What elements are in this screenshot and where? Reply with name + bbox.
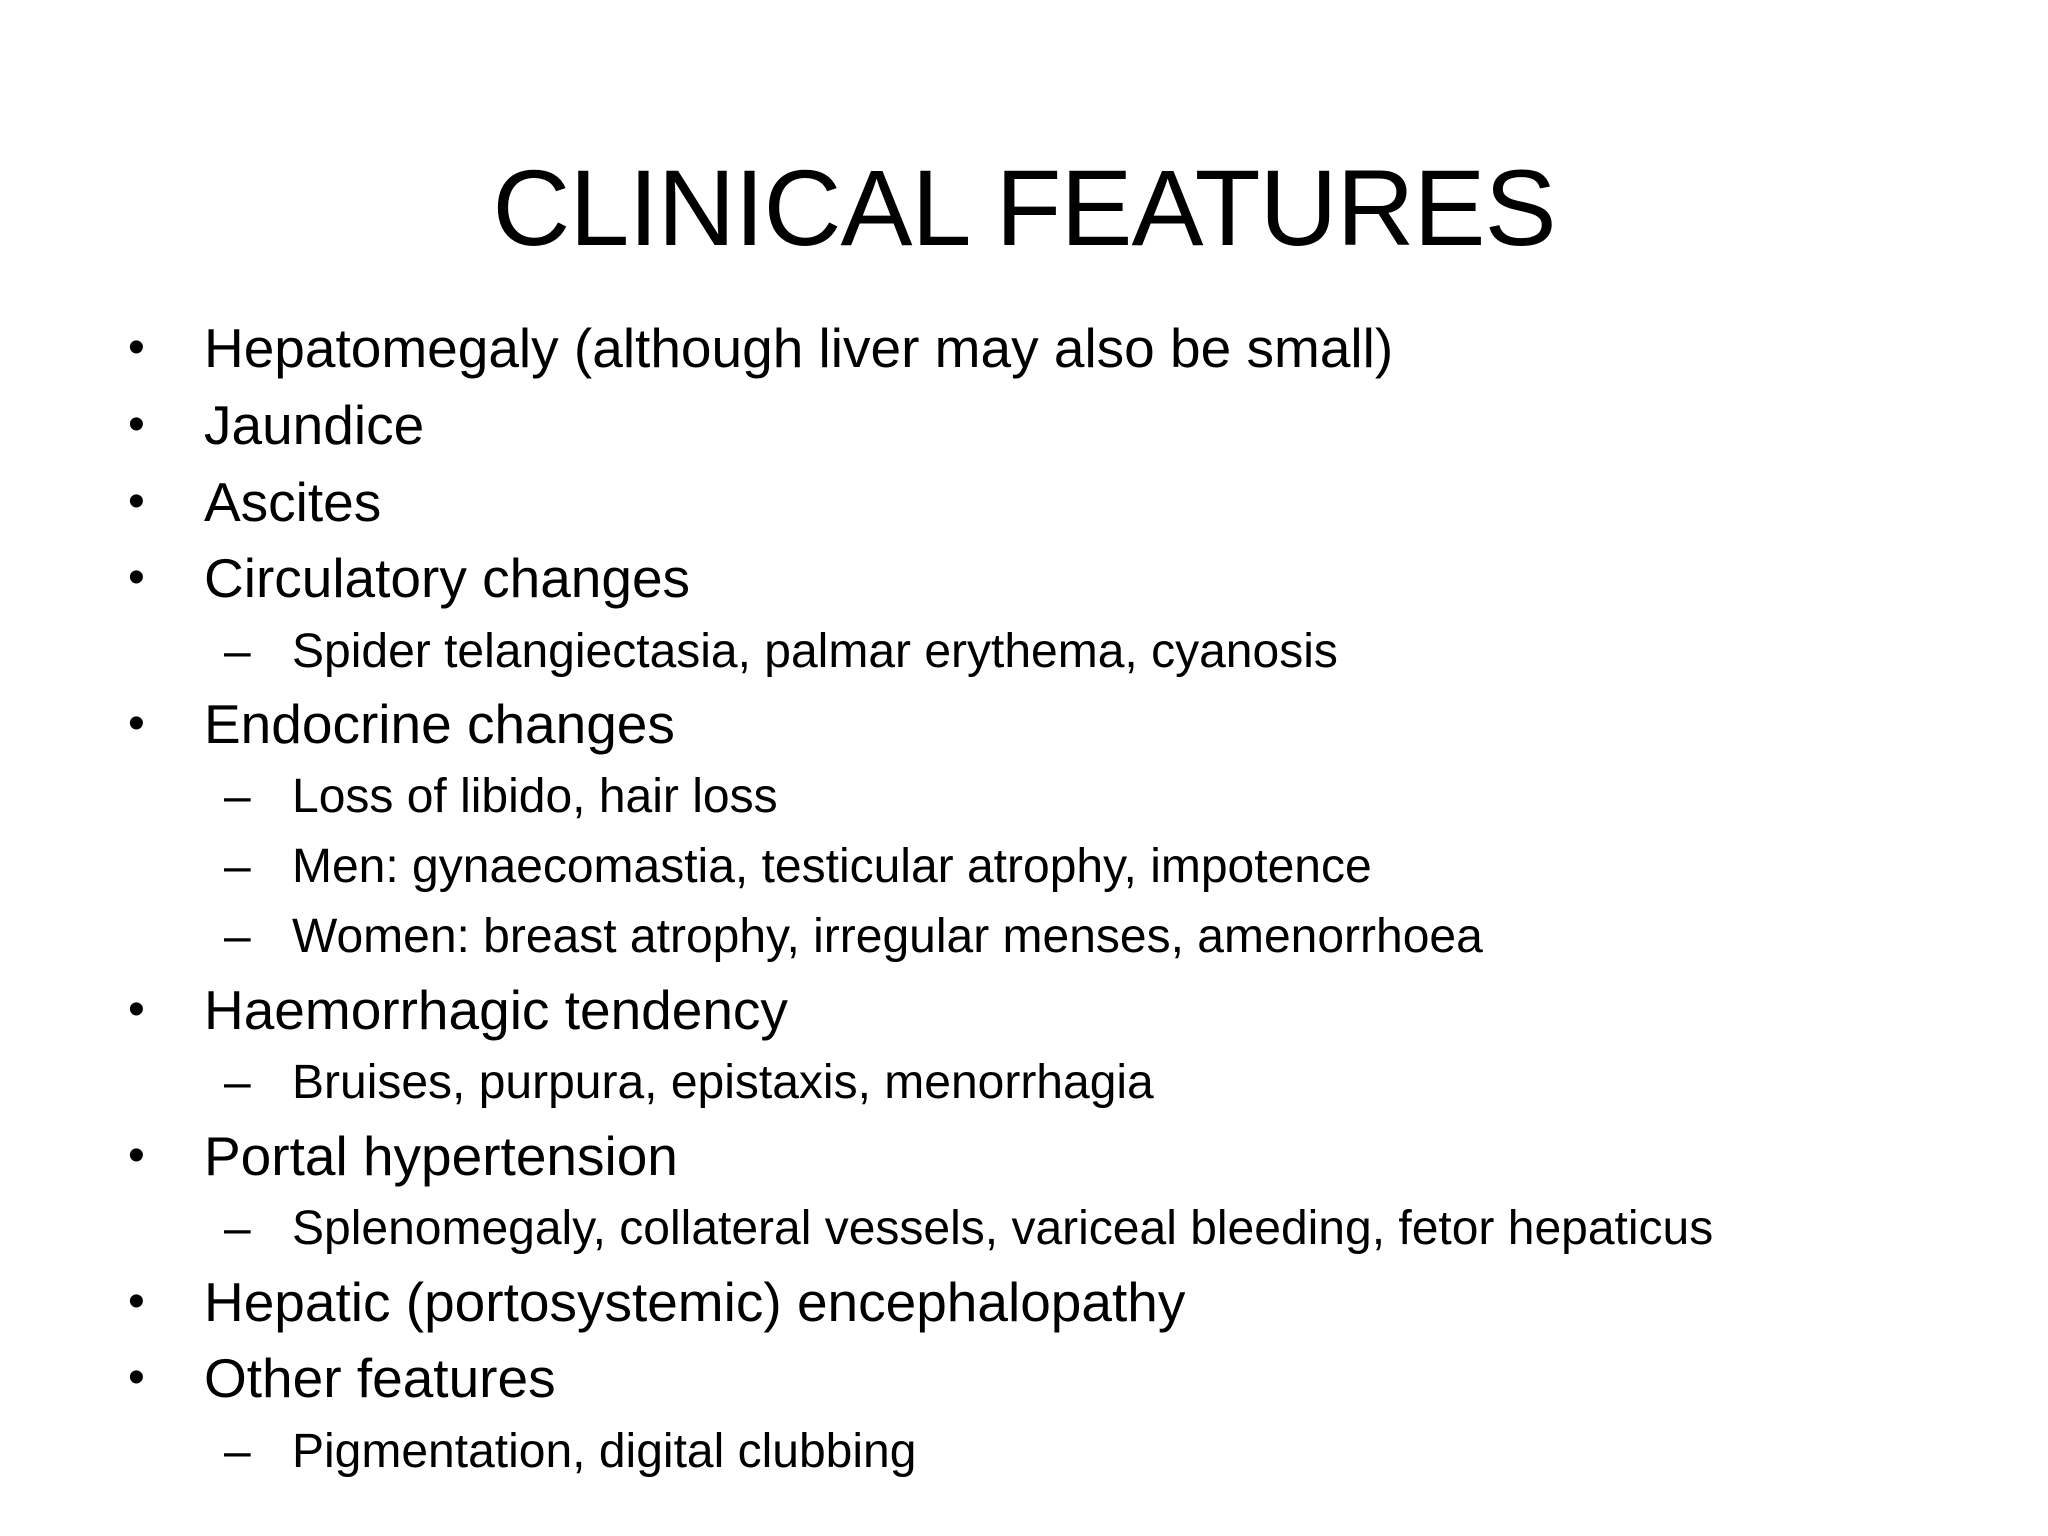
dash-marker: – [224, 1202, 251, 1255]
dash-marker: – [224, 910, 251, 963]
bullet-marker: • [128, 321, 145, 374]
list-item-text: Hepatic (portosystemic) encephalopathy [204, 1271, 1186, 1333]
list-item-text: Circulatory changes [204, 547, 691, 609]
list-item-text: Portal hypertension [204, 1125, 678, 1187]
sub-list-item-text: Men: gynaecomastia, testicular atrophy, impotence [292, 840, 1372, 893]
bullet-marker: • [128, 551, 145, 604]
dash-marker: – [224, 625, 251, 678]
dash-marker: – [224, 770, 251, 823]
bullet-marker: • [128, 398, 145, 451]
sub-list-item-text: Pigmentation, digital clubbing [292, 1425, 917, 1478]
bullet-marker: • [128, 475, 145, 528]
bullet-marker: • [128, 1275, 145, 1328]
list-item-text: Jaundice [204, 394, 425, 456]
list-item-text: Other features [204, 1347, 556, 1409]
dash-marker: – [224, 1056, 251, 1109]
sub-list-item-text: Loss of libido, hair loss [292, 770, 778, 823]
list-item-text: Ascites [204, 471, 382, 533]
sub-list-item-text: Bruises, purpura, epistaxis, menorrhagia [292, 1056, 1154, 1109]
bullet-marker: • [128, 1129, 145, 1182]
dash-marker: – [224, 840, 251, 893]
slide-title: CLINICAL FEATURES [492, 147, 1556, 268]
list-item-text: Endocrine changes [204, 693, 675, 755]
bullet-marker: • [128, 697, 145, 750]
list-item-text: Hepatomegaly (although liver may also be small) [204, 317, 1394, 379]
sub-list-item-text: Women: breast atrophy, irregular menses, amenorrhoea [292, 910, 1483, 963]
dash-marker: – [224, 1425, 251, 1478]
list-item-text: Haemorrhagic tendency [204, 979, 788, 1041]
sub-list-item-text: Splenomegaly, collateral vessels, variceal bleeding, fetor hepaticus [292, 1202, 1714, 1255]
bullet-marker: • [128, 1351, 145, 1404]
sub-list-item-text: Spider telangiectasia, palmar erythema, cyanosis [292, 625, 1338, 678]
bullet-marker: • [128, 983, 145, 1036]
